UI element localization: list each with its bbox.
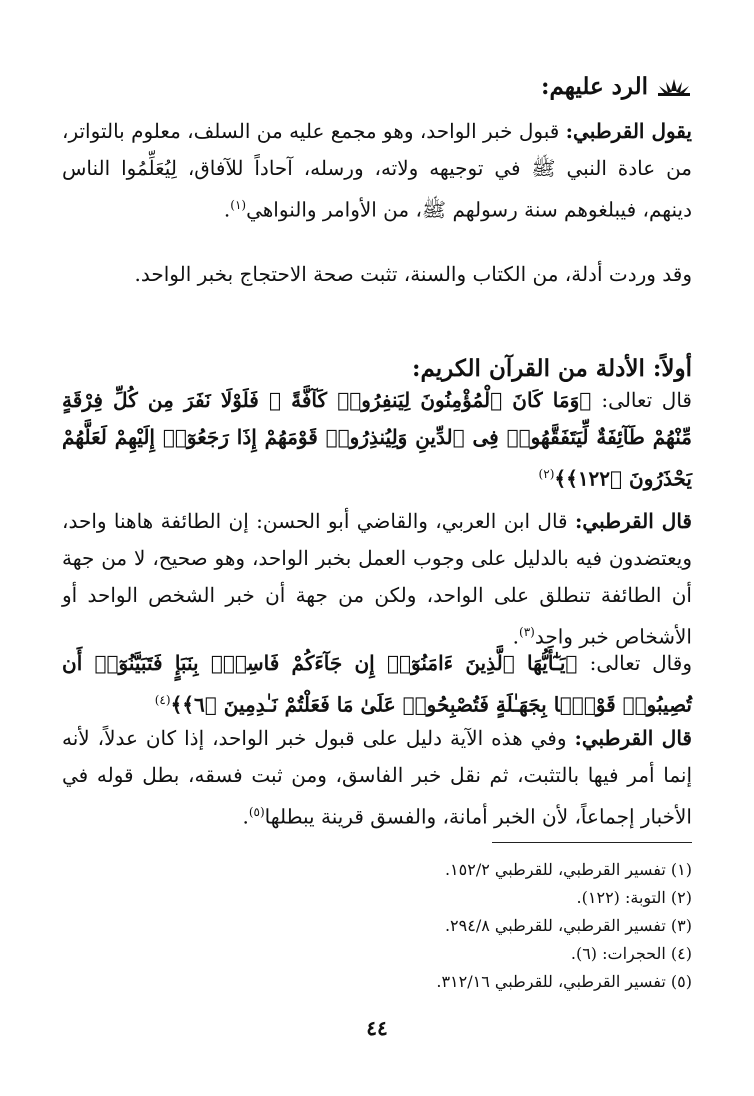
paragraph-2 xyxy=(62,256,692,293)
paragraph-text: وفي هذه الآية دليل على قبول خبر الواحد، إذا كان عدلاً، لأنه إنما أمر فيها بالتثبت، ثم نقل خبر الفاسق، ومن ثبت فسقه، بطل قوله في الأخبار إجماعاً، لأن الخبر أمانة، والفسق قرينة يبطلها xyxy=(62,726,693,829)
paragraph-text: قال ابن العربي، والقاضي أبو الحسن: إن الطائفة هاهنا واحد، ويعتضدون فيه بالدليل على وجوب العمل بخبر الواحد، وهو صحيح، لا من جهة أن الطائفة تنطلق على الواحد، ولكن من جهة أن خبر الشخص الواحد أو الأشخاص خبر واحد xyxy=(62,509,692,649)
paragraph-3: قال القرطبي: قال ابن العربي، والقاضي أبو الحسن: إن الطائفة هاهنا واحد، ويعتضدون فيه بالدليل على وجوب العمل بخبر الواحد، وهو صحيح، لا من جهة أن الطائفة تنطلق على الواحد، ولكن من جهة أن خبر الشخص الواحد أو الأشخاص خبر واحد$^{(٣)}$. xyxy=(62,509,692,649)
quran-verse-2 xyxy=(62,645,692,724)
footnote-ref: (٣) xyxy=(519,625,535,639)
section-heading-quran-evidence xyxy=(62,352,692,386)
speaker-label: قال القرطبي: xyxy=(575,509,692,533)
lotus-ornament-icon xyxy=(656,79,692,97)
footnote-divider xyxy=(492,842,692,843)
speaker-label: قال القرطبي: xyxy=(574,726,692,750)
paragraph-1: يقول القرطبي: قبول خبر الواحد، وهو مجمع عليه من السلف، معلوم بالتواتر، من عادة النبي ﷺ في توجيهه ولاته، ورسله، آحاداً للآفاق، لِيُعَلِّمُوا الناس دينهم، فيبلغوهم سنة رسولهم ﷺ، من الأوامر والنواهي$^{(١)}$. xyxy=(62,119,692,222)
heading-text: أولاً: الأدلة من القرآن الكريم: xyxy=(411,355,692,382)
paragraph-text: قبول خبر الواحد، وهو مجمع عليه من السلف، معلوم بالتواتر، من عادة النبي ﷺ في توجيهه ولاته، ورسله، آحاداً للآفاق، لِيُعَلِّمُوا الناس دينهم، فيبلغوهم سنة رسولهم ﷺ، من الأوامر والنواهي xyxy=(62,119,692,222)
footnote-ref: (٤) xyxy=(154,693,171,707)
footnote-item: (٤) الحجرات: (٦). xyxy=(570,944,692,963)
footnote-ref: (١) xyxy=(230,198,247,212)
section-heading-reply xyxy=(62,70,692,104)
footnote-item: (٣) تفسير القرطبي، للقرطبي ٢٩٤/٨. xyxy=(444,916,692,935)
page-number: ٤٤ xyxy=(366,1016,388,1040)
verse-text: ﴿وَمَا كَانَ ٱلْمُؤْمِنُونَ لِيَنفِرُوا۟ كَآفَّةً ۚ فَلَوْلَا نَفَرَ مِن كُلِّ فِرْقَةٍ مِّنْهُمْ طَآئِفَةٌ لِّيَتَفَقَّهُوا۟ فِى ٱلدِّينِ وَلِيُنذِرُوا۟ قَوْمَهُمْ إِذَا رَجَعُوٓا۟ إِلَيْهِمْ لَعَلَّهُمْ يَحْذَرُونَ ﴿١٢٢﴾﴾ xyxy=(62,388,692,491)
verse-text: ﴿يَـٰٓأَيُّهَا ٱلَّذِينَ ءَامَنُوٓا۟ إِن جَآءَكُمْ فَاسِقٌۢ بِنَبَإٍ فَتَبَيَّنُوٓا۟ أَن تُصِيبُوا۟ قَوْمًۢا بِجَهَـٰلَةٍ فَتُصْبِحُوا۟ عَلَىٰ مَا فَعَلْتُمْ نَـٰدِمِينَ ﴿٦﴾﴾ xyxy=(62,651,692,717)
footnotes xyxy=(62,856,692,996)
quran-verse-1 xyxy=(62,382,692,498)
verse-intro: قال تعالى: xyxy=(601,388,692,412)
speaker-label: يقول القرطبي: xyxy=(565,119,692,143)
footnote-ref: (٢) xyxy=(538,467,555,481)
footnote-ref: (٥) xyxy=(248,805,265,819)
paragraph-text: وقد وردت أدلة، من الكتاب والسنة، تثبت صحة الاحتجاج بخبر الواحد. xyxy=(134,262,692,286)
paragraph-4: قال القرطبي: وفي هذه الآية دليل على قبول خبر الواحد، إذا كان عدلاً، لأنه إنما أمر فيها بالتثبت، ثم نقل خبر الفاسق، ومن ثبت فسقه، بطل قوله في الأخبار إجماعاً، لأن الخبر أمانة، والفسق قرينة يبطلها$^{(٥)}$. xyxy=(62,726,693,829)
verse-intro: وقال تعالى: xyxy=(589,651,692,675)
footnote-item: (٥) تفسير القرطبي، للقرطبي ٣١٢/١٦. xyxy=(436,972,692,991)
footnote-item: (٢) التوبة: (١٢٢). xyxy=(576,888,692,907)
footnote-item: (١) تفسير القرطبي، للقرطبي ١٥٢/٢. xyxy=(444,860,692,879)
heading-text: الرد عليهم: xyxy=(540,73,648,100)
